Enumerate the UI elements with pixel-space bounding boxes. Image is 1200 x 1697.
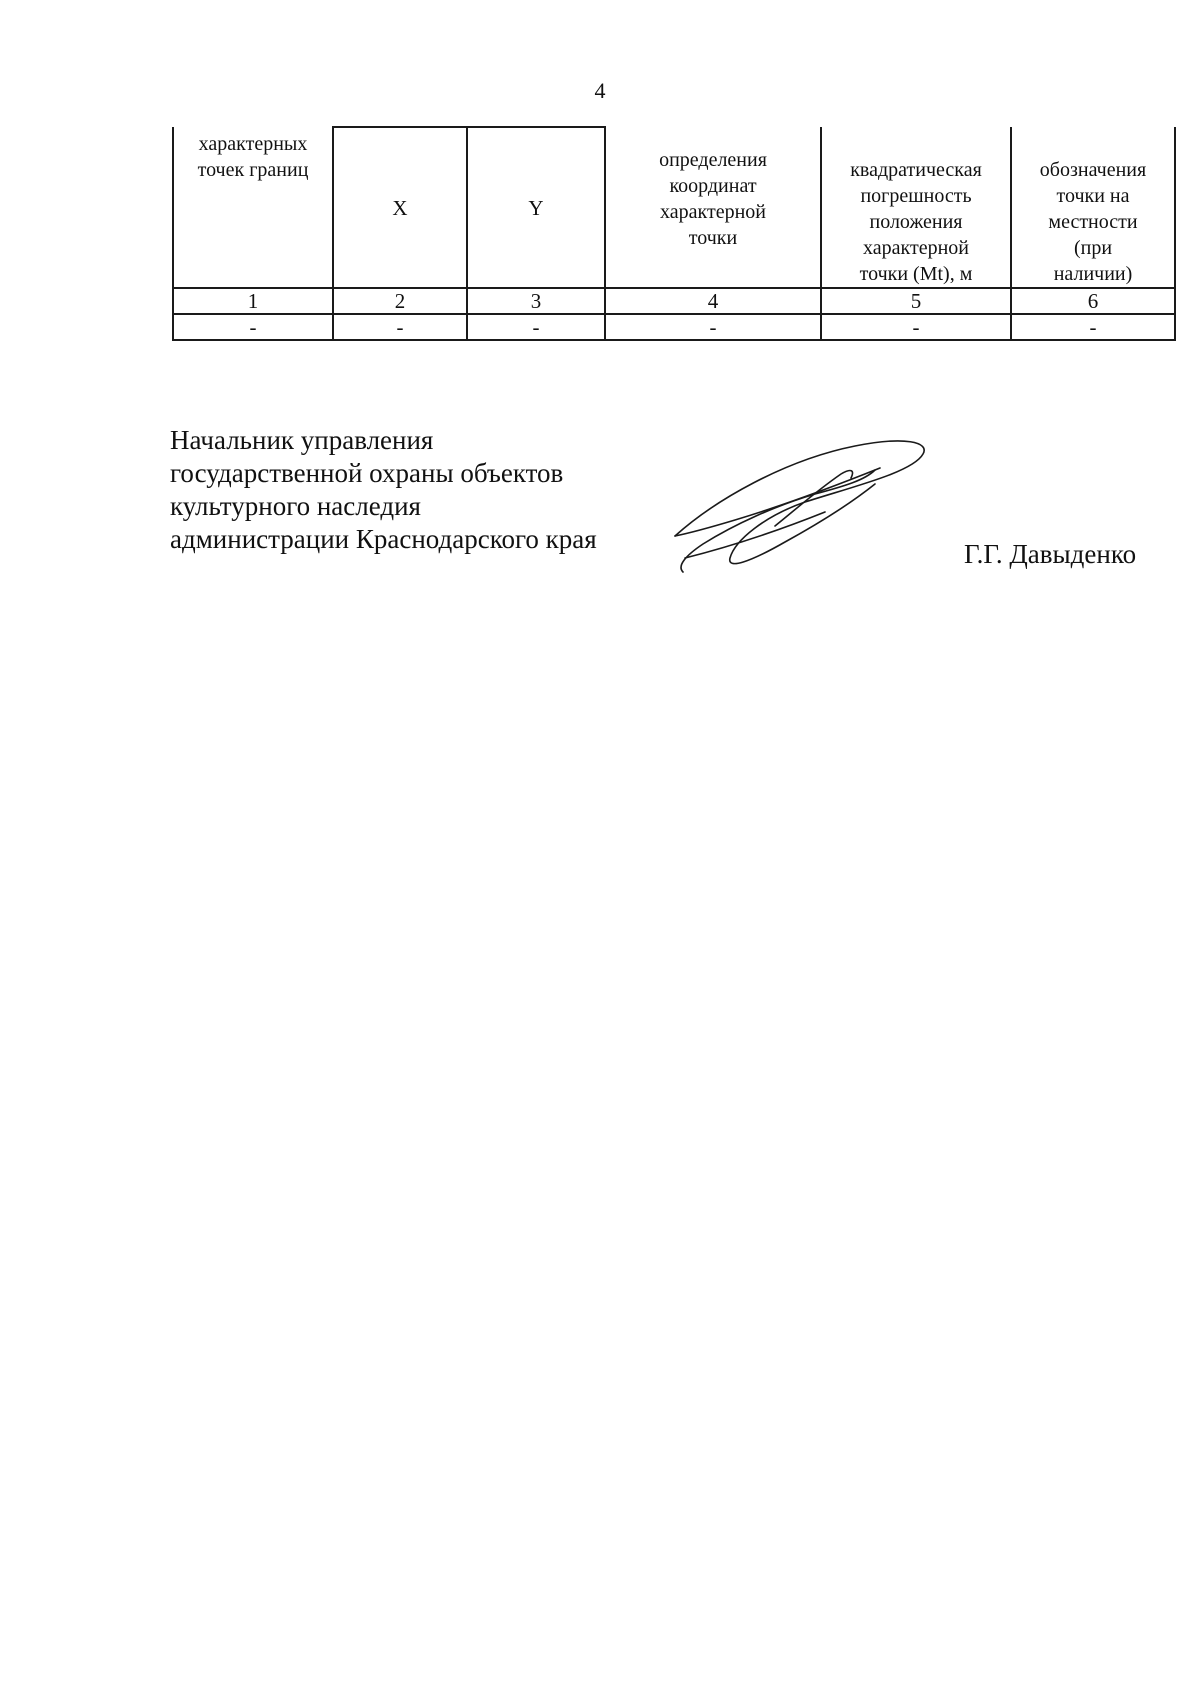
table-header-row <box>173 127 1175 288</box>
column-number-row <box>173 288 1175 314</box>
header-line: Y <box>528 195 544 220</box>
handwritten-signature <box>655 440 945 580</box>
header-line: X <box>392 195 408 220</box>
signature-stroke <box>681 470 875 572</box>
header-line: местности <box>1048 211 1138 233</box>
signer-position <box>170 424 597 556</box>
header-line: характерных <box>198 133 308 155</box>
header-line: погрешность <box>860 185 972 207</box>
signer-position-line: администрации Краснодарского края <box>170 524 597 554</box>
header-cell-boundary-points <box>173 127 333 288</box>
header-line: наличии) <box>1053 263 1133 285</box>
coordinates-table <box>172 126 1176 341</box>
header-line: точки (Mt), м <box>859 263 973 285</box>
coordinates-table-wrapper <box>172 126 1174 341</box>
column-number: 1 <box>173 288 333 314</box>
column-number: 4 <box>605 288 821 314</box>
header-cell-method <box>605 127 821 288</box>
signature-stroke <box>675 468 880 536</box>
column-number: 6 <box>1011 288 1175 314</box>
header-cell-x <box>333 127 467 288</box>
header-line: характерной <box>660 201 766 223</box>
table-row <box>173 314 1175 340</box>
header-cell-marking <box>1011 127 1175 288</box>
header-line: квадратическая <box>850 159 982 181</box>
header-line: (при <box>1073 237 1113 259</box>
header-line: координат <box>669 175 757 197</box>
column-number: 2 <box>333 288 467 314</box>
page-number: 4 <box>594 78 606 103</box>
signature-stroke <box>685 512 825 558</box>
signer-name: Г.Г. Давыденко <box>964 539 1137 569</box>
signature-stroke <box>775 471 853 526</box>
header-cell-y <box>467 127 605 288</box>
table-cell: - <box>467 314 605 340</box>
table-cell: - <box>1011 314 1175 340</box>
header-line: определения <box>659 149 767 171</box>
header-cell-accuracy <box>821 127 1011 288</box>
column-number: 5 <box>821 288 1011 314</box>
signer-position-line: Начальник управления <box>170 425 434 455</box>
table-cell: - <box>605 314 821 340</box>
header-line: характерной <box>863 237 969 259</box>
table-cell: - <box>333 314 467 340</box>
header-line: точек границ <box>197 159 309 181</box>
signature-stroke <box>675 441 924 564</box>
header-line: положения <box>869 211 963 233</box>
header-line: обозначения <box>1039 159 1147 181</box>
column-number: 3 <box>467 288 605 314</box>
table-cell: - <box>173 314 333 340</box>
signer-position-line: государственной охраны объектов <box>170 458 564 488</box>
header-line: точки на <box>1056 185 1130 207</box>
header-line: точки <box>688 227 738 249</box>
table-cell: - <box>821 314 1011 340</box>
signer-position-line: культурного наследия <box>170 491 421 521</box>
